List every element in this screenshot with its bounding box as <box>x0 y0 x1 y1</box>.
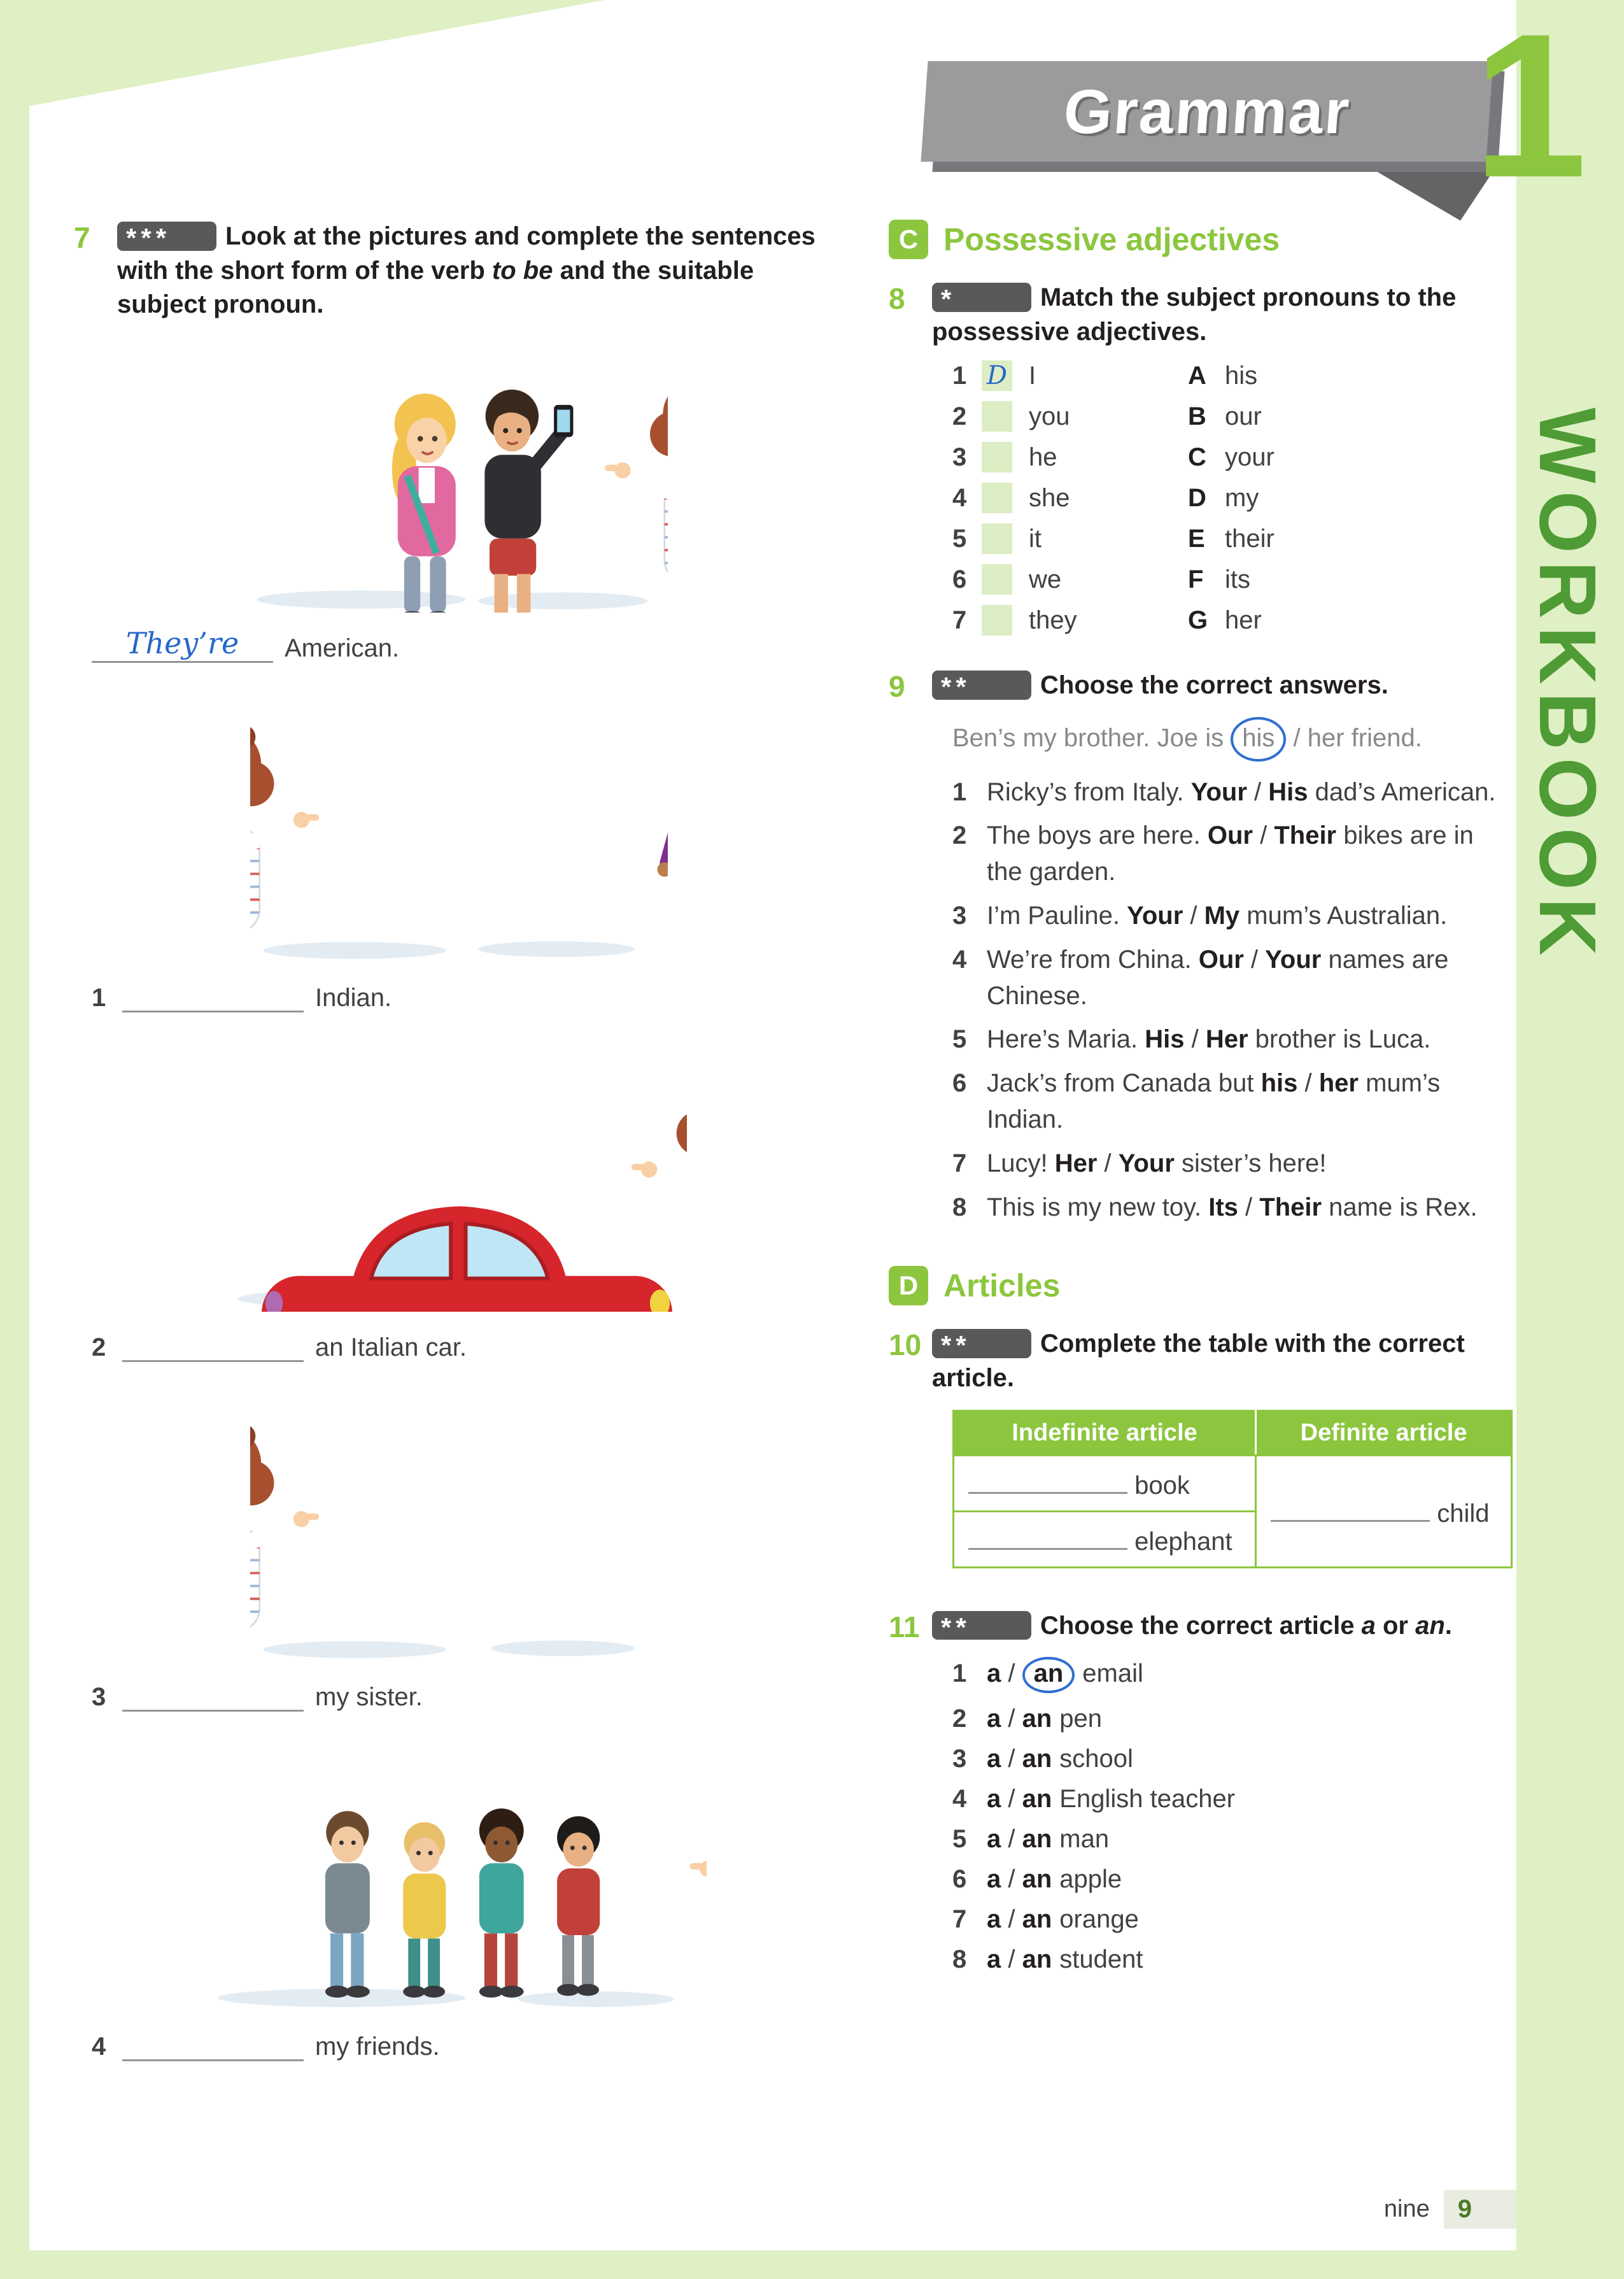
title-text: or <box>1375 1611 1416 1640</box>
item-text: Ricky’s from Italy. Your / His dad’s American. <box>987 777 1496 806</box>
exercise-9-title <box>932 669 1513 706</box>
answer-box[interactable] <box>982 360 1012 391</box>
possessive-adjective: my <box>1225 483 1259 512</box>
item-number: 8 <box>952 1945 967 1974</box>
right-column <box>889 220 1513 1985</box>
grammar-banner <box>921 61 1493 162</box>
choice-an: an <box>1033 1659 1064 1688</box>
exercise-11-title <box>932 1609 1513 1646</box>
item-number: 5 <box>952 1825 967 1854</box>
item-text: my sister. <box>315 1682 423 1711</box>
choice-a[interactable]: a <box>987 1659 1001 1688</box>
table-cell <box>954 1511 1256 1567</box>
question-item <box>952 1065 1513 1138</box>
item-word: apple <box>1059 1865 1122 1894</box>
question-item <box>952 1021 1513 1058</box>
choice-an[interactable]: an <box>1022 1745 1052 1773</box>
option-letter: B <box>1188 402 1206 430</box>
item-number: 4 <box>92 2032 106 2061</box>
section-c-header <box>889 220 1513 259</box>
exercise-7-header <box>74 220 844 322</box>
pronoun: he <box>1029 443 1057 471</box>
table-blank[interactable] <box>1271 1494 1430 1522</box>
choice-1: his <box>1242 723 1275 752</box>
example-text: friend. <box>1344 723 1422 752</box>
title-text: Choose the correct answers. <box>1040 671 1388 700</box>
question-item <box>952 774 1513 811</box>
illustration-sister <box>74 1388 844 1661</box>
exercise-9-header <box>889 669 1513 706</box>
option-letter: C <box>1188 443 1206 471</box>
answer-box[interactable] <box>982 401 1012 432</box>
exercise-number: 9 <box>889 670 905 704</box>
match-row <box>952 483 1513 513</box>
item-number: 1 <box>92 983 106 1012</box>
possessive-adjective: his <box>1225 361 1258 390</box>
choice-2[interactable]: her <box>1318 1069 1359 1098</box>
left-column <box>74 220 844 2087</box>
unit-number: 1 <box>1472 0 1587 220</box>
pronoun: it <box>1029 524 1041 553</box>
item-number: 6 <box>952 1069 967 1098</box>
table-cell <box>1256 1455 1512 1567</box>
item-word: email <box>1082 1659 1143 1688</box>
corner-decoration <box>0 0 605 111</box>
cell-word: book <box>1134 1471 1190 1500</box>
item-text: a / an pen <box>987 1705 1103 1733</box>
article-item <box>952 1705 1513 1733</box>
page-footer <box>1384 2190 1516 2229</box>
item-word: student <box>1059 1945 1143 1974</box>
cell-word: elephant <box>1134 1527 1232 1556</box>
item-text: a / an English teacher <box>987 1785 1236 1814</box>
illustration-red-car <box>74 1038 844 1312</box>
possessive-adjective: their <box>1225 524 1274 553</box>
section-title: Articles <box>943 1268 1061 1304</box>
possessive-adjective: her <box>1225 606 1262 634</box>
article-item <box>952 1825 1513 1854</box>
section-letter-badge: D <box>889 1266 928 1305</box>
item-number: 1 <box>952 777 967 806</box>
item-text: American. <box>285 634 400 662</box>
item-number: 5 <box>952 1025 967 1054</box>
item-text: Here’s Maria. His / Her brother is Luca. <box>987 1025 1431 1054</box>
option-letter: D <box>1188 483 1206 512</box>
question-item <box>952 898 1513 934</box>
choice-a[interactable]: a <box>987 1945 1001 1974</box>
choice-an[interactable]: an <box>1022 1865 1052 1894</box>
choice-an[interactable]: an <box>1022 1705 1052 1733</box>
item-text: a / an school <box>987 1745 1133 1773</box>
match-row <box>952 360 1513 391</box>
title-text: Look at the pictures and complete the sentences with the short form of the verb <box>117 222 816 285</box>
exercise-8-header <box>889 281 1513 349</box>
title-italic: to be <box>491 256 553 285</box>
item-number: 2 <box>92 1333 106 1361</box>
difficulty-badge: ** <box>932 1329 1031 1358</box>
item-number: 3 <box>92 1682 106 1711</box>
item-text: an Italian car. <box>315 1333 467 1361</box>
example-text: Ben’s my brother. Joe is <box>952 723 1231 752</box>
choice-2[interactable]: Your <box>1118 1149 1175 1177</box>
exercise-10-header <box>889 1327 1513 1395</box>
illustration-friends-group <box>74 1737 844 2011</box>
possessive-adjective: your <box>1225 443 1274 471</box>
row-number: 6 <box>952 565 967 593</box>
item-text: a / an email <box>987 1657 1143 1693</box>
exercise-number: 10 <box>889 1328 922 1362</box>
choice-1[interactable]: Her <box>1054 1149 1098 1177</box>
item-text: a / an student <box>987 1945 1143 1974</box>
choice-a[interactable]: a <box>987 1905 1001 1934</box>
item-text: Lucy! Her / Your sister’s here! <box>987 1149 1327 1177</box>
matching-exercise <box>952 360 1513 635</box>
choice-an[interactable]: an <box>1022 1945 1052 1974</box>
article-item <box>952 1865 1513 1894</box>
page <box>29 0 1516 2250</box>
item-text: Jack’s from Canada but his / her mum’s Indian. <box>987 1069 1441 1134</box>
title-text: Choose the correct article <box>1040 1611 1362 1640</box>
row-number: 5 <box>952 524 967 553</box>
option-letter: E <box>1188 524 1205 553</box>
choice-1[interactable]: Our <box>1207 821 1253 850</box>
item-number: 4 <box>952 945 967 974</box>
pronoun: she <box>1029 483 1070 512</box>
question-item <box>952 1189 1513 1226</box>
title-text: . <box>1444 1611 1452 1640</box>
match-row <box>952 523 1513 554</box>
item-text: This is my new toy. Its / Their name is Rex. <box>987 1193 1478 1221</box>
illustration-selfie-couple <box>74 339 844 613</box>
choice-2[interactable]: Their <box>1274 821 1337 850</box>
choice-1[interactable]: Its <box>1208 1193 1238 1221</box>
choice-2[interactable]: Her <box>1205 1025 1248 1054</box>
article-item <box>952 1657 1513 1693</box>
item-word: orange <box>1059 1905 1139 1934</box>
item-word: pen <box>1059 1705 1103 1733</box>
workbook-side-label: WORKBOOK <box>1523 408 1613 963</box>
item-number: 7 <box>952 1905 967 1934</box>
option-letter: G <box>1188 606 1208 634</box>
question-item <box>952 818 1513 890</box>
answer-line-example <box>92 625 844 663</box>
pronoun: they <box>1029 606 1077 634</box>
choice-a[interactable]: a <box>987 1745 1001 1773</box>
answer-line <box>92 1327 844 1362</box>
answer-blank[interactable] <box>122 2026 304 2061</box>
example-sentence <box>952 717 1513 762</box>
item-text: a / an apple <box>987 1865 1122 1894</box>
possessive-adjective: its <box>1225 565 1250 593</box>
answer-line <box>92 2026 844 2061</box>
item-word: English teacher <box>1059 1785 1236 1814</box>
choice-2[interactable]: My <box>1204 902 1240 930</box>
choice-2[interactable]: her <box>1307 723 1345 752</box>
choice-1[interactable]: his <box>1260 1069 1298 1098</box>
table-blank[interactable] <box>968 1523 1127 1550</box>
pronoun: you <box>1029 402 1070 430</box>
choice-2[interactable]: His <box>1268 777 1308 806</box>
choice-1[interactable]: Our <box>1198 945 1244 974</box>
title-italic: a <box>1361 1611 1376 1640</box>
circled-answer[interactable] <box>1022 1657 1075 1693</box>
choice-2[interactable]: Their <box>1259 1193 1322 1221</box>
illustration-indian-boy <box>74 688 844 962</box>
choice-an[interactable]: an <box>1022 1785 1052 1814</box>
item-text: Indian. <box>315 983 392 1012</box>
difficulty-badge: *** <box>117 222 216 251</box>
match-row <box>952 401 1513 432</box>
item-text: I’m Pauline. Your / My mum’s Australian. <box>987 902 1448 930</box>
item-number: 2 <box>952 1705 967 1733</box>
match-row <box>952 564 1513 595</box>
title-italic: an <box>1415 1611 1445 1640</box>
choice-an[interactable]: an <box>1022 1905 1052 1934</box>
item-number: 1 <box>952 1659 967 1688</box>
choice-an[interactable]: an <box>1022 1825 1052 1854</box>
title-text: Match the subject pronouns to the possessive adjectives. <box>932 283 1457 346</box>
item-number: 3 <box>952 1745 967 1773</box>
table-header-definite: Definite article <box>1256 1410 1512 1455</box>
item-number: 4 <box>952 1785 967 1814</box>
articles-table <box>952 1410 1513 1568</box>
item-number: 3 <box>952 902 967 930</box>
choice-a[interactable]: a <box>987 1705 1001 1733</box>
item-number: 6 <box>952 1865 967 1894</box>
choice-1[interactable]: Your <box>1190 777 1247 806</box>
question-item <box>952 942 1513 1014</box>
item-text: a / an orange <box>987 1905 1139 1934</box>
row-number: 1 <box>952 361 967 390</box>
choice-1[interactable]: His <box>1145 1025 1185 1054</box>
item-text: The boys are here. Our / Their bikes are in the garden. <box>987 821 1474 886</box>
title-text: Complete the table with the correct article. <box>932 1330 1465 1393</box>
choice-a[interactable]: a <box>987 1785 1001 1814</box>
handwritten-answer: D <box>986 361 1008 391</box>
answer-blank[interactable] <box>122 1677 304 1712</box>
title-text: and the suitable subject pronoun. <box>117 256 754 319</box>
exercise-number: 7 <box>74 221 90 254</box>
item-word: school <box>1059 1745 1133 1773</box>
question-item <box>952 1146 1513 1182</box>
exercise-11-items <box>952 1657 1513 1974</box>
choice-a[interactable]: a <box>987 1865 1001 1894</box>
article-item <box>952 1905 1513 1934</box>
exercise-9-items <box>952 774 1513 1226</box>
answer-box[interactable] <box>982 605 1012 635</box>
table-blank[interactable] <box>968 1466 1127 1494</box>
exercise-7-title <box>117 220 844 322</box>
answer-line <box>92 977 844 1012</box>
separator: / <box>1286 723 1308 752</box>
possessive-adjective: our <box>1225 402 1262 430</box>
page-number: 9 <box>1444 2190 1516 2229</box>
exercise-8-title <box>932 281 1513 349</box>
article-item <box>952 1785 1513 1814</box>
match-row <box>952 605 1513 635</box>
exercise-number: 11 <box>889 1610 920 1644</box>
row-number: 7 <box>952 606 967 634</box>
row-number: 2 <box>952 402 967 430</box>
item-text: my friends. <box>315 2032 440 2061</box>
answer-box[interactable] <box>982 442 1012 472</box>
pronoun: I <box>1029 361 1036 390</box>
table-header-indefinite: Indefinite article <box>954 1410 1256 1455</box>
exercise-10-title <box>932 1327 1513 1395</box>
item-number: 8 <box>952 1193 967 1221</box>
row-number: 3 <box>952 443 967 471</box>
item-number: 7 <box>952 1149 967 1177</box>
banner-title: Grammar <box>1061 76 1353 146</box>
answer-blank[interactable] <box>122 977 304 1012</box>
exercise-number: 8 <box>889 282 905 315</box>
article-item <box>952 1945 1513 1974</box>
circled-answer[interactable] <box>1231 717 1286 762</box>
section-d-header <box>889 1266 1513 1305</box>
item-number: 2 <box>952 821 967 850</box>
answer-box[interactable] <box>982 564 1012 595</box>
answer-box[interactable] <box>982 523 1012 554</box>
cell-word: child <box>1437 1499 1490 1528</box>
answer-line <box>92 1677 844 1712</box>
match-row <box>952 442 1513 472</box>
article-item <box>952 1745 1513 1773</box>
choice-2[interactable]: Your <box>1265 945 1322 974</box>
choice-1[interactable]: Your <box>1127 902 1183 930</box>
pronoun: we <box>1029 565 1062 593</box>
page-number-word: nine <box>1383 2196 1430 2222</box>
option-letter: F <box>1188 565 1204 593</box>
table-cell <box>954 1455 1256 1511</box>
difficulty-badge: * <box>932 283 1031 312</box>
answer-blank[interactable] <box>122 1327 304 1362</box>
answer-box[interactable] <box>982 483 1012 513</box>
exercise-11-header <box>889 1609 1513 1646</box>
section-letter-badge: C <box>889 220 928 259</box>
item-word: man <box>1059 1825 1110 1854</box>
answer-blank[interactable] <box>92 625 273 663</box>
item-text: We’re from China. Our / Your names are Chinese. <box>987 945 1449 1010</box>
choice-a[interactable]: a <box>987 1825 1001 1854</box>
option-letter: A <box>1188 361 1206 390</box>
row-number: 4 <box>952 483 967 512</box>
item-text: a / an man <box>987 1825 1110 1854</box>
difficulty-badge: ** <box>932 671 1031 700</box>
handwritten-answer: They’re <box>125 625 239 660</box>
section-title: Possessive adjectives <box>943 222 1280 257</box>
difficulty-badge: ** <box>932 1611 1031 1640</box>
